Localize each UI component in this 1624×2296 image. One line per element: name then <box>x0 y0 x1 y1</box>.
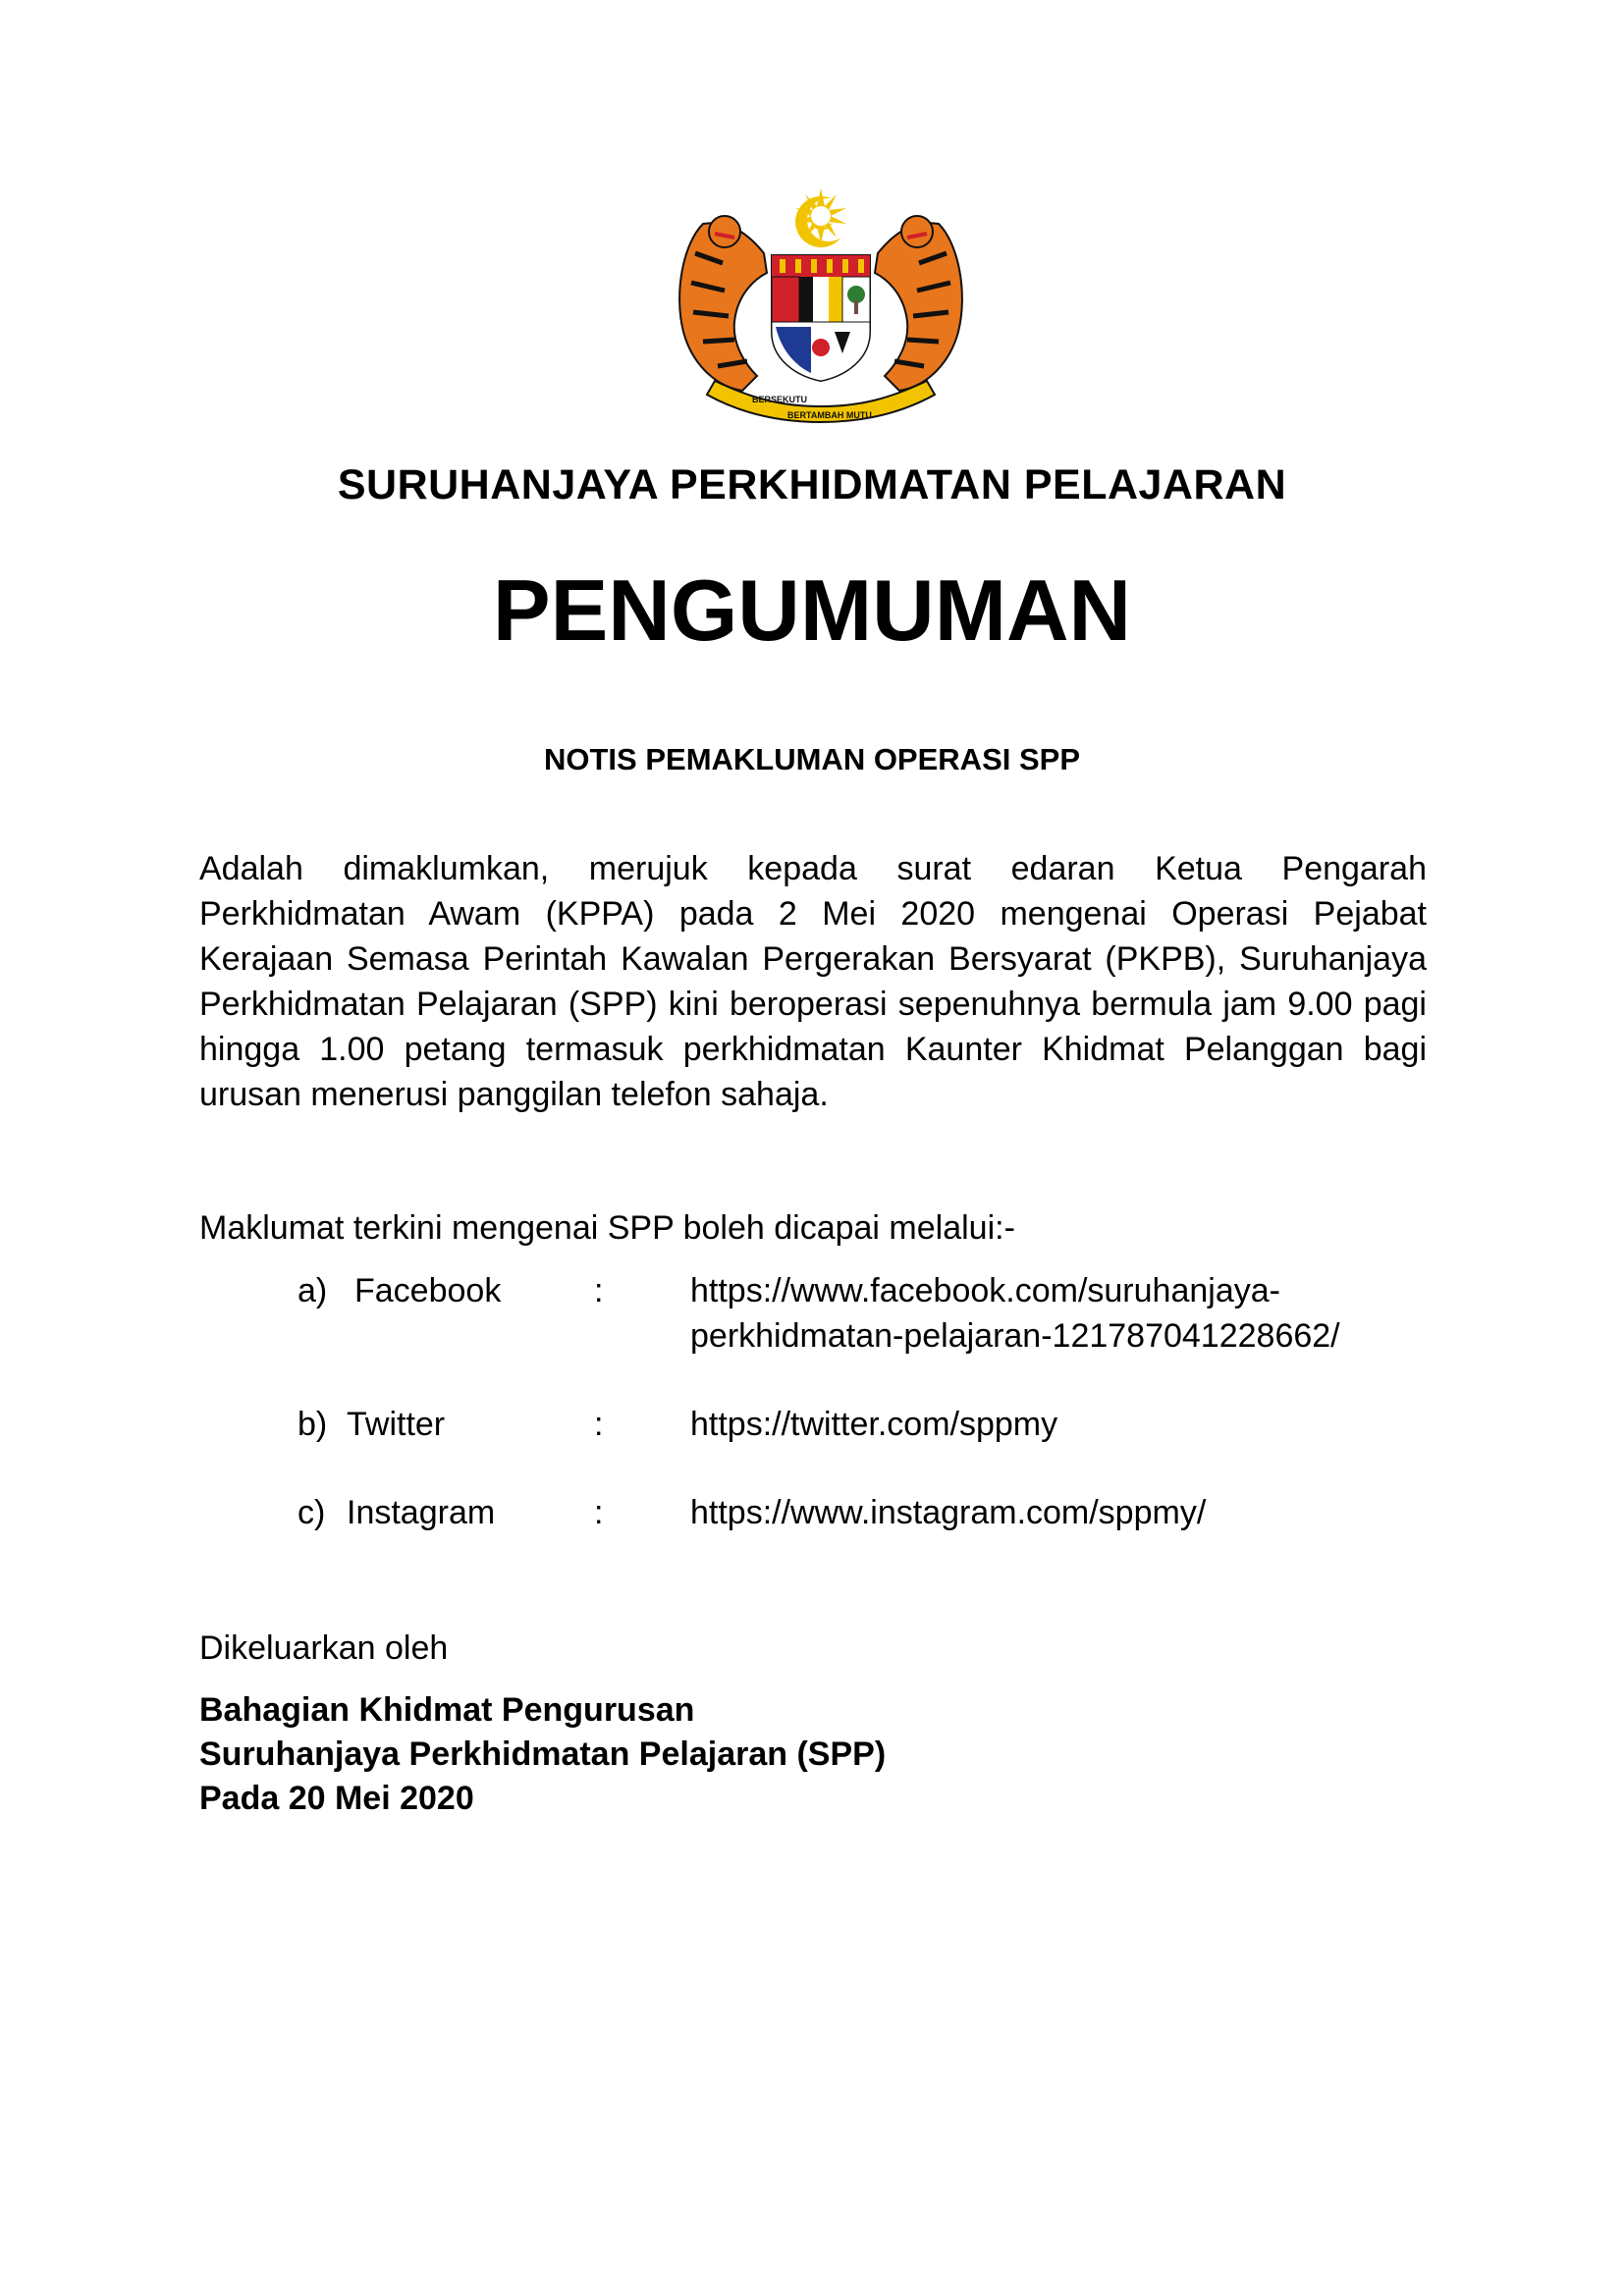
social-name: Instagram <box>347 1494 496 1531</box>
facebook-url-line-2[interactable]: perkhidmatan-pelajaran-121787041228662/ <box>690 1317 1340 1355</box>
crescent-star-icon <box>795 188 850 247</box>
list-marker: b) <box>298 1406 328 1443</box>
issue-date: Pada 20 Mei 2020 <box>199 1780 474 1817</box>
page-title: PENGUMUMAN <box>492 561 1132 659</box>
separator: : <box>594 1406 604 1443</box>
signoff-block <box>199 1688 886 1821</box>
social-intro: Maklumat terkini mengenai SPP boleh dicapai melalui:- <box>199 1209 1015 1247</box>
issuing-department: Bahagian Khidmat Pengurusan <box>199 1691 695 1729</box>
issuing-organization: Suruhanjaya Perkhidmatan Pelajaran (SPP) <box>199 1735 887 1773</box>
right-tiger-icon <box>875 216 962 391</box>
facebook-url-line-1[interactable]: https://www.facebook.com/suruhanjaya- <box>690 1272 1280 1309</box>
social-name: Twitter <box>347 1406 446 1443</box>
social-name: Facebook <box>354 1272 502 1309</box>
facebook-link[interactable] <box>690 1268 1378 1359</box>
motto-left-text: BERSEKUTU <box>752 395 808 404</box>
shield-icon <box>772 255 870 381</box>
twitter-link[interactable]: https://twitter.com/sppmy <box>690 1406 1058 1443</box>
motto-center-text: BERTAMBAH MUTU <box>787 410 872 420</box>
left-tiger-icon <box>679 216 767 391</box>
organization-title: SURUHANJAYA PERKHIDMATAN PELAJARAN <box>337 461 1287 508</box>
malaysia-coat-of-arms-icon <box>664 185 978 428</box>
separator: : <box>594 1494 604 1531</box>
instagram-link[interactable]: https://www.instagram.com/sppmy/ <box>690 1494 1207 1531</box>
issued-by-label: Dikeluarkan oleh <box>199 1629 449 1667</box>
list-marker: a) <box>298 1272 328 1309</box>
notice-subtitle: NOTIS PEMAKLUMAN OPERASI SPP <box>544 742 1080 776</box>
list-marker: c) <box>298 1494 326 1531</box>
separator: : <box>594 1272 604 1309</box>
coat-of-arms <box>664 185 978 428</box>
notice-paragraph: Adalah dimaklumkan, merujuk kepada surat edaran Ketua Pengarah Perkhidmatan Awam (KPPA) pada 2 Mei 2020 mengenai Operasi Pejabat Kerajaan Semasa Perintah Kawalan Pergerakan Bersyarat (PKPB), Suruhanjaya Perkhidmatan Pelajaran (SPP) kini beroperasi sepenuhnya bermula jam 9.00 pagi hingga 1.00 petang termasuk perkhidmatan Kaunter Khidmat Pelanggan bagi urusan menerusi panggilan telefon sahaja. <box>199 850 1427 1113</box>
